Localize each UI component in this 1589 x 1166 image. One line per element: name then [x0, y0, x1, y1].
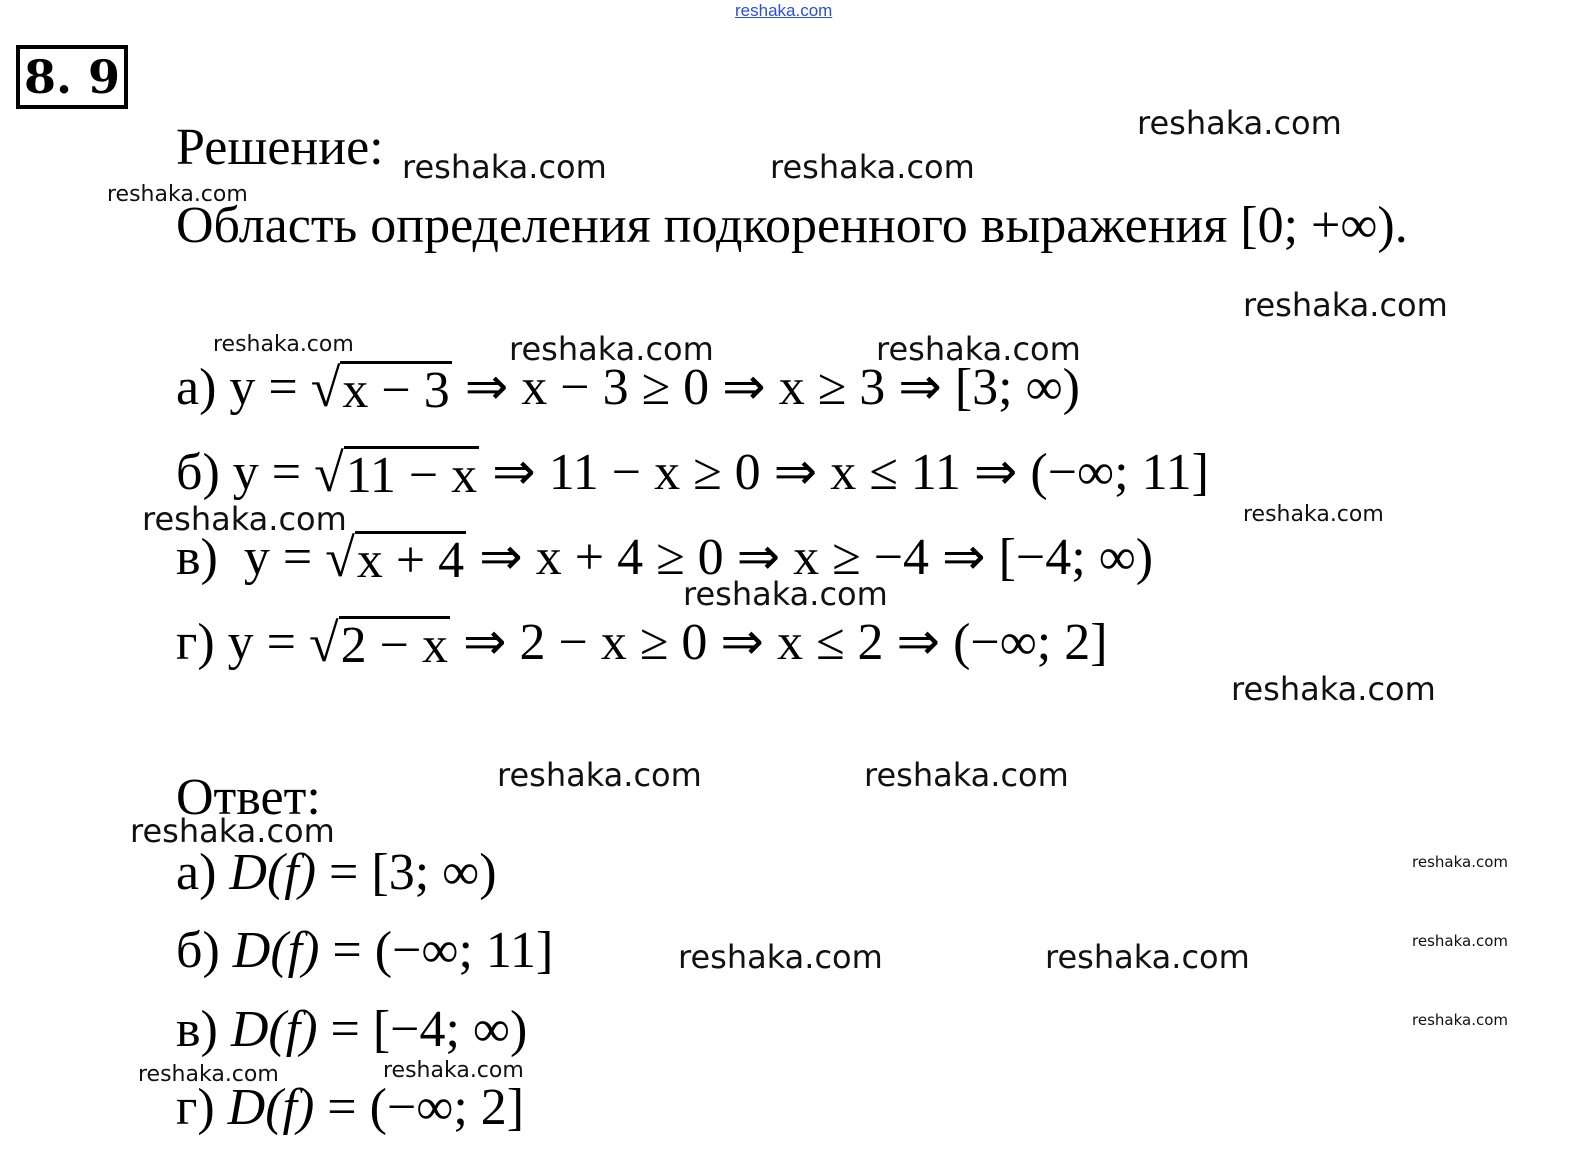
equation-derivation: ⇒ 11 − x ≥ 0 ⇒ x ≤ 11 ⇒ (−∞; 11]: [492, 444, 1209, 501]
answer-row-b: [176, 921, 553, 981]
domain-statement: Область определения подкоренного выражения [0; +∞).: [176, 197, 1408, 254]
watermark: reshaka.com: [1412, 853, 1508, 871]
equation-lhs: y =: [232, 444, 302, 501]
radicand: x + 4: [356, 532, 465, 589]
answer-value: = (−∞; 11]: [332, 922, 554, 979]
watermark: reshaka.com: [402, 148, 607, 186]
watermark: reshaka.com: [770, 148, 975, 186]
equation-lhs: y =: [229, 359, 298, 416]
watermark: reshaka.com: [383, 1058, 524, 1083]
equation-label: а): [176, 359, 217, 416]
radicand: x − 3: [342, 362, 450, 419]
radicand: 2 − x: [340, 617, 448, 674]
domain-function: D(f): [232, 922, 320, 979]
domain-function: D(f): [230, 1001, 318, 1058]
watermark: reshaka.com: [213, 332, 354, 357]
watermark: reshaka.com: [1243, 502, 1384, 527]
watermark: reshaka.com: [876, 330, 1081, 368]
radicand: 11 − x: [345, 447, 478, 504]
site-link[interactable]: reshaka.com: [735, 1, 833, 20]
equation-lhs: y =: [227, 614, 296, 671]
watermark: reshaka.com: [142, 500, 347, 538]
answer-label: в): [176, 1001, 218, 1058]
watermark: reshaka.com: [683, 575, 888, 613]
answer-value: = (−∞; 2]: [327, 1079, 525, 1136]
equation-derivation: ⇒ x − 3 ≥ 0 ⇒ x ≥ 3 ⇒ [3; ∞): [464, 359, 1080, 416]
square-root: [311, 358, 452, 418]
equation-row-g: [176, 613, 1108, 673]
equation-derivation: ⇒ x + 4 ≥ 0 ⇒ x ≥ −4 ⇒ [−4; ∞): [479, 529, 1154, 586]
solution-heading: Решение:: [176, 119, 384, 176]
problem-number-box: 8. 9: [16, 45, 128, 109]
watermark: reshaka.com: [138, 1062, 279, 1087]
watermark: reshaka.com: [1045, 938, 1250, 976]
equation-lhs: y =: [243, 529, 313, 586]
watermark: reshaka.com: [678, 938, 883, 976]
watermark: reshaka.com: [497, 756, 702, 794]
root-sign-icon: √: [325, 528, 355, 588]
answer-heading: Ответ:: [176, 769, 321, 826]
domain-function: D(f): [227, 1079, 315, 1136]
watermark: reshaka.com: [864, 756, 1069, 794]
answer-value: = [−4; ∞): [330, 1001, 528, 1058]
watermark: reshaka.com: [130, 812, 335, 850]
square-root: [314, 443, 479, 503]
root-sign-icon: √: [314, 443, 344, 503]
answer-row-v: [176, 1000, 527, 1060]
equation-label: г): [176, 614, 215, 671]
watermark: reshaka.com: [1137, 104, 1342, 142]
watermark: reshaka.com: [1412, 1011, 1508, 1029]
square-root: [309, 613, 450, 673]
answer-label: б): [176, 922, 220, 979]
answer-label: г): [176, 1079, 215, 1136]
watermark: reshaka.com: [1412, 932, 1508, 950]
watermark: reshaka.com: [107, 182, 248, 207]
root-sign-icon: √: [308, 613, 339, 673]
watermark: reshaka.com: [509, 330, 714, 368]
answer-label: а): [176, 844, 217, 901]
equation-derivation: ⇒ 2 − x ≥ 0 ⇒ x ≤ 2 ⇒ (−∞; 2]: [462, 614, 1108, 671]
equation-row-b: [176, 443, 1209, 503]
equation-label: в): [176, 529, 218, 586]
watermark: reshaka.com: [1231, 670, 1436, 708]
answer-row-g: [176, 1078, 524, 1138]
equation-label: б): [176, 444, 220, 501]
answer-value: = [3; ∞): [329, 844, 497, 901]
watermark: reshaka.com: [1243, 286, 1448, 324]
domain-function: D(f): [229, 844, 317, 901]
root-sign-icon: √: [310, 358, 341, 418]
answer-row-a: [176, 843, 497, 903]
